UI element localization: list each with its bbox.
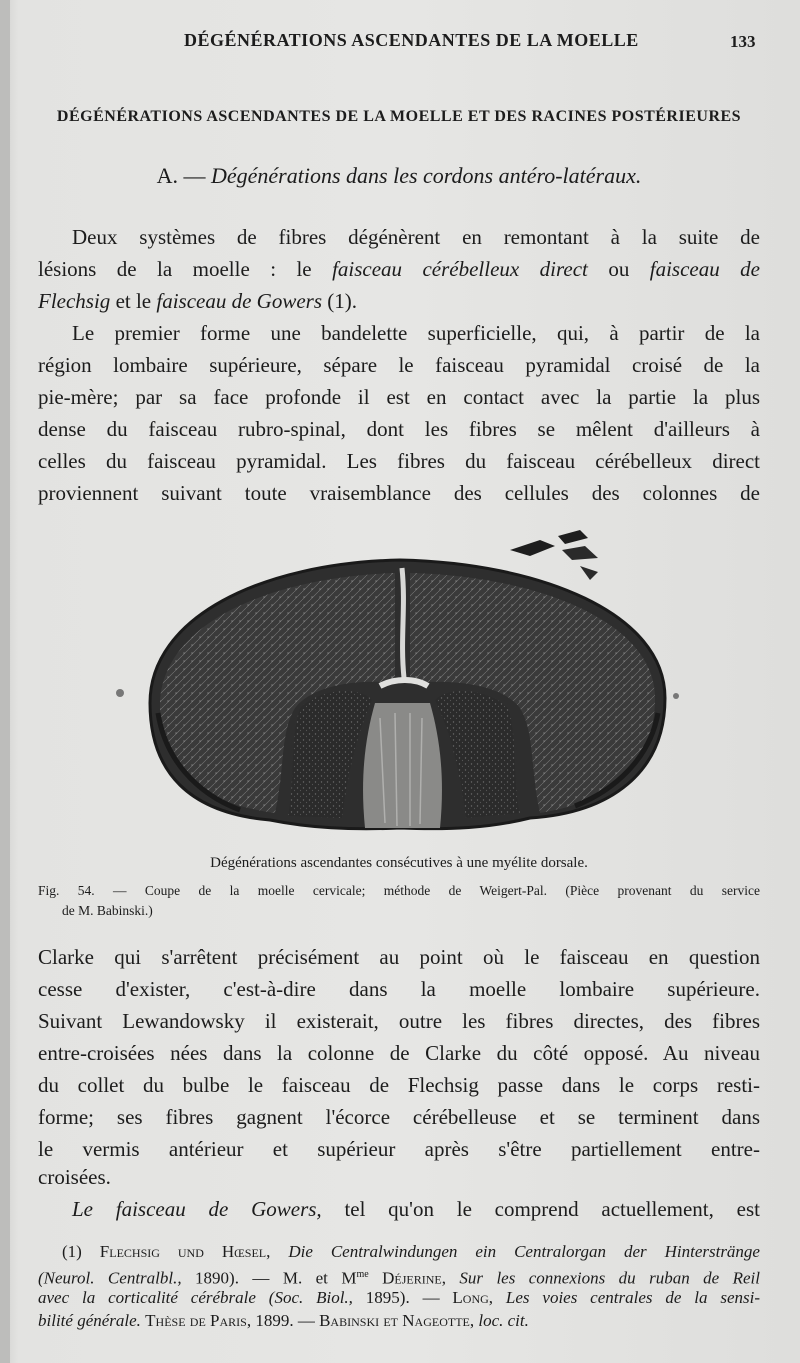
paragraph-3-line-7: le vermis antérieur et supérieur après s'être partiellement entre- bbox=[38, 1137, 760, 1161]
footnote-line-3: avec la corticalité cérébrale (Soc. Biol., 1895). — Long, Les voies centrales de la sensi- bbox=[38, 1288, 760, 1307]
paragraph-3-line-2: cesse d'exister, c'est-à-dire dans la moelle lombaire supérieure. bbox=[38, 977, 760, 1001]
paragraph-1-line-1: Deux systèmes de fibres dégénèrent en remontant à la suite de bbox=[72, 225, 760, 249]
paragraph-3-line-8: croisées. bbox=[38, 1165, 111, 1189]
paragraph-2-line-5: celles du faisceau pyramidal. Les fibres du faisceau cérébelleux direct bbox=[38, 449, 760, 473]
paragraph-1-line-3: Flechsig et le faisceau de Gowers (1). bbox=[38, 289, 358, 313]
paragraph-2-line-1: Le premier forme une bandelette superficielle, qui, à partir de la bbox=[72, 321, 760, 345]
degenerated-posterior-columns bbox=[363, 703, 442, 828]
paragraph-2-line-2: région lombaire supérieure, sépare le faisceau pyramidal croisé de la bbox=[38, 353, 760, 377]
footnote-line-2: (Neurol. Centralbl., 1890). — M. et $M^{me}$ Déjerine, Sur les connexions du ruban de Reil bbox=[38, 1268, 760, 1288]
page-number: 133 bbox=[730, 32, 756, 51]
paragraph-3-line-6: forme; ses fibres gagnent l'écorce cérébelleuse et se terminent dans bbox=[38, 1105, 760, 1129]
footnote-line-1: (1) Flechsig und Hœsel, Die Centralwindungen ein Centralorgan der Hinterstränge bbox=[62, 1242, 760, 1261]
paragraph-2-line-4: dense du faisceau rubro-spinal, dont les fibres se mêlent d'ailleurs à bbox=[38, 417, 760, 441]
paragraph-3-line-5: du collet du bulbe le faisceau de Flechsig passe dans le corps resti- bbox=[38, 1073, 760, 1097]
subsection-heading: Dégénérations dans les cordons antéro-latéraux. bbox=[211, 163, 642, 188]
figure-legend-line-1: Fig. 54. — Coupe de la moelle cervicale; méthode de Weigert-Pal. (Pièce provenant du service bbox=[38, 883, 760, 898]
paragraph-3-line-1: Clarke qui s'arrêtent précisément au point où le faisceau en question bbox=[38, 945, 760, 969]
paragraph-4-line-1: Le faisceau de Gowers, tel qu'on le comprend actuellement, est bbox=[72, 1197, 760, 1221]
footnote-line-4: bilité générale. Thèse de Paris, 1899. — Babinski et Nageotte, loc. cit. bbox=[38, 1311, 529, 1330]
paragraph-3-line-3: Suivant Lewandowsky il existerait, outre les fibres directes, des fibres bbox=[38, 1009, 760, 1033]
running-head: DÉGÉNÉRATIONS ASCENDANTES DE LA MOELLE bbox=[184, 30, 639, 50]
paragraph-3-line-4: entre-croisées nées dans la colonne de Clarke du côté opposé. Au niveau bbox=[38, 1041, 760, 1065]
paragraph-2-line-3: pie-mère; par sa face profonde il est en contact avec la partie la plus bbox=[38, 385, 760, 409]
section-title: DÉGÉNÉRATIONS ASCENDANTES DE LA MOELLE ET DES RACINES POSTÉRIEURES bbox=[56, 108, 742, 125]
paragraph-1-line-2: lésions de la moelle : le faisceau cérébelleux direct ou faisceau de bbox=[38, 257, 761, 281]
subsection-title bbox=[38, 163, 760, 189]
subsection-label: A. — bbox=[156, 163, 206, 188]
spinal-cord-section-figure bbox=[110, 528, 690, 848]
figure-legend-line-2: de M. Babinski.) bbox=[62, 903, 153, 918]
paragraph-2-line-6: proviennent suivant toute vraisemblance des cellules des colonnes de bbox=[38, 481, 760, 505]
page-edge-shadow bbox=[0, 0, 10, 1363]
figure-caption: Dégénérations ascendantes consécutives à une myélite dorsale. bbox=[210, 855, 588, 871]
